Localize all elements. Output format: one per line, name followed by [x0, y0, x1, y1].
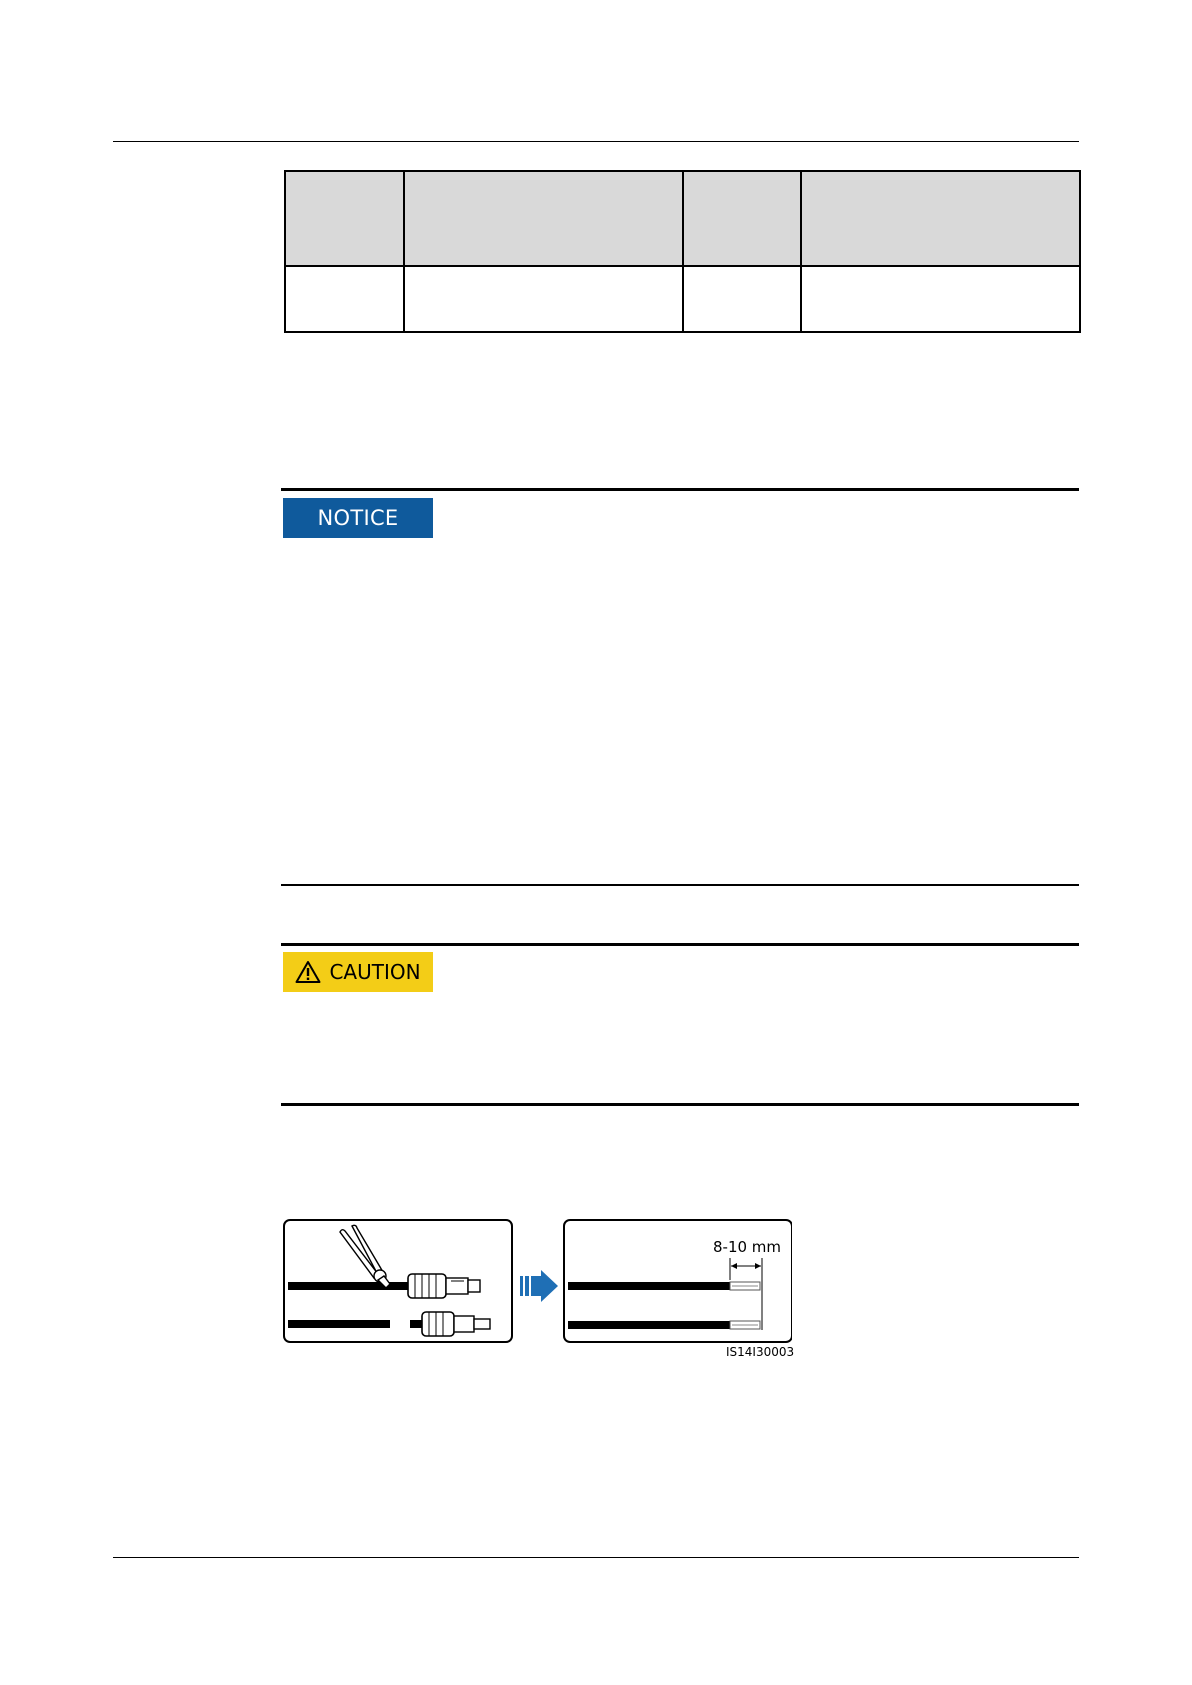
table-cell — [404, 266, 683, 332]
caution-label-text: CAUTION — [329, 960, 421, 984]
table-header-row — [285, 171, 1080, 266]
warning-triangle-icon — [295, 960, 321, 984]
caution-label — [283, 952, 433, 992]
stripped-cable-upper — [568, 1282, 730, 1290]
notice-bottom-rule — [281, 884, 1079, 886]
footer-rule — [113, 1557, 1079, 1558]
spec-table — [284, 170, 1081, 333]
table-row — [285, 266, 1080, 332]
notice-top-rule — [281, 488, 1079, 491]
notice-label-text: NOTICE — [317, 506, 399, 530]
cable-strip-figure — [282, 1218, 795, 1364]
table-header-cell — [404, 171, 683, 266]
header-rule — [113, 141, 1079, 142]
table-header-cell — [801, 171, 1080, 266]
step-arrow-icon — [520, 1270, 558, 1302]
notice-label — [283, 498, 433, 538]
table-header-cell — [683, 171, 801, 266]
cable-lower — [288, 1320, 390, 1328]
caution-top-rule — [281, 943, 1079, 946]
table-cell — [285, 266, 404, 332]
caution-bottom-rule — [281, 1103, 1079, 1106]
table-header-cell — [285, 171, 404, 266]
figure-code: IS14I30003 — [726, 1345, 795, 1359]
table-cell — [801, 266, 1080, 332]
stripped-cable-lower — [568, 1321, 730, 1329]
strip-length-label: 8-10 mm — [713, 1238, 782, 1256]
table-cell — [683, 266, 801, 332]
